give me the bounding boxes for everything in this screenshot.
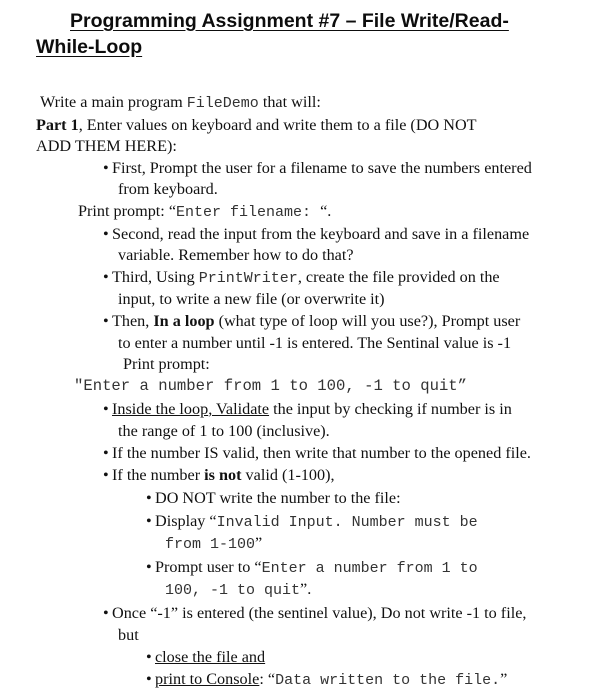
intro-line: Write a main program FileDemo that will: [40, 93, 321, 112]
bullet-icon: • [103, 312, 109, 330]
bullet-icon: • [146, 558, 152, 576]
bullet-first-cont: from keyboard. [118, 180, 218, 198]
sub-bullet-close-file: • close the file and [146, 648, 266, 666]
bullet-icon: • [103, 400, 109, 418]
sub-bullet-display: • Display “Invalid Input. Number must be [146, 512, 478, 531]
bullet-first: • First, Prompt the user for a filename to save the numbers entered [103, 159, 532, 177]
bullet-fourth-cont: to enter a number until -1 is entered. The Sentinal value is -1 [118, 334, 512, 352]
bullet-icon: • [103, 225, 109, 243]
sub-bullet-prompt: • Prompt user to “Enter a number from 1 to [146, 558, 478, 577]
sub-bullet-prompt-cont: 100, -1 to quit”. [165, 580, 312, 599]
part1-line-2: ADD THEM HERE): [36, 137, 177, 155]
title-line-1: Programming Assignment #7 – File Write/Read- [70, 10, 509, 32]
bullet-not-valid: • If the number is not valid (1-100), [103, 466, 335, 484]
enter-number-prompt: "Enter a number from 1 to 100, -1 to quit” [74, 377, 468, 395]
title-line-2: While-Loop [36, 36, 143, 58]
bullet-third: • Third, Using PrintWriter, create the file provided on the [103, 268, 500, 287]
page-title [36, 8, 596, 60]
bullet-second: • Second, read the input from the keyboard and save in a filename [103, 225, 530, 243]
sub-bullet-do-not-write: • DO NOT write the number to the file: [146, 489, 401, 507]
bullet-once-cont: but [118, 626, 139, 644]
bullet-validate-cont: the range of 1 to 100 (inclusive). [118, 422, 330, 440]
printwriter-code: PrintWriter [198, 270, 298, 287]
bullet-icon: • [103, 444, 109, 462]
sub-bullet-display-cont: from 1-100” [165, 534, 263, 553]
bullet-icon: • [103, 159, 109, 177]
bullet-fourth-print: Print prompt: [123, 355, 210, 373]
part1-line: Part 1, Enter values on keyboard and write them to a file (DO NOT [36, 116, 477, 134]
bullet-icon: • [146, 512, 152, 530]
bullet-icon: • [146, 489, 152, 507]
filedemo-code: FileDemo [186, 95, 259, 112]
bullet-second-cont: variable. Remember how to do that? [118, 246, 354, 264]
bullet-once: • Once “-1” is entered (the sentinel value), Do not write -1 to file, [103, 604, 527, 622]
bullet-third-cont: input, to write a new file (or overwrite it) [118, 290, 385, 308]
bullet-icon: • [103, 268, 109, 286]
bullet-icon: • [103, 604, 109, 622]
bullet-icon: • [146, 670, 152, 688]
bullet-fourth: • Then, In a loop (what type of loop will you use?), Prompt user [103, 312, 521, 330]
print-prompt-filename: Print prompt: “Enter filename: “. [78, 202, 332, 221]
bullet-validate: • Inside the loop, Validate the input by checking if number is in [103, 400, 512, 418]
bullet-icon: • [103, 466, 109, 484]
bullet-icon: • [146, 648, 152, 666]
bullet-valid: • If the number IS valid, then write that number to the opened file. [103, 444, 531, 462]
sub-bullet-print-console: • print to Console: “Data written to the file.” [146, 670, 508, 689]
part1-label: Part 1 [36, 116, 79, 134]
